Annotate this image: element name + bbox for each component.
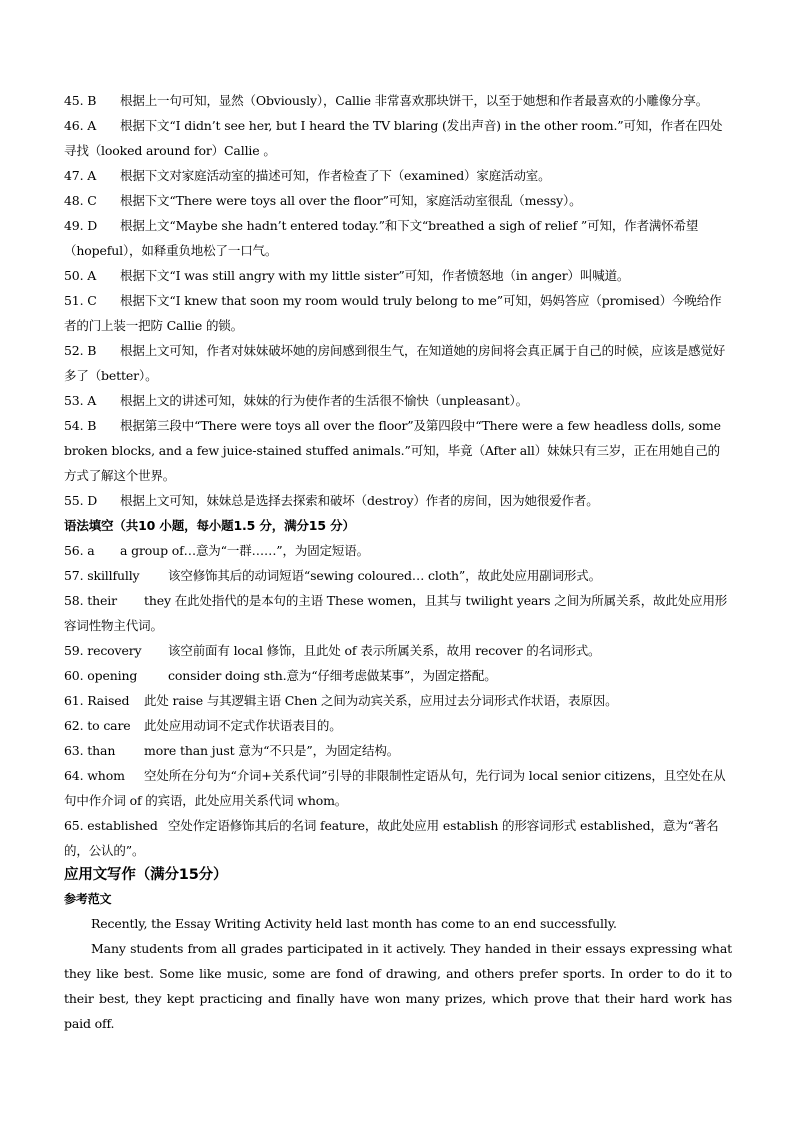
- answer-item: [64, 563, 732, 588]
- answer-item: [64, 688, 732, 713]
- answer-explanation: 根据上文的讲述可知，妹妹的行为使作者的生活很不愉快（unpleasant）。: [120, 393, 528, 408]
- answer-item: [64, 638, 732, 663]
- answer-number: 49. D: [64, 218, 98, 233]
- answer-number: 45. B: [64, 93, 97, 108]
- answer-number: 48. C: [64, 193, 97, 208]
- answer-explanation: 根据下文对家庭活动室的描述可知，作者检查了下（examined）家庭活动室。: [120, 168, 551, 183]
- cloze-answers-list: [64, 88, 732, 513]
- answer-item: [64, 538, 732, 563]
- answer-number: 46. A: [64, 118, 97, 133]
- answer-explanation: 根据上文“Maybe she hadn’t entered today.”和下文“breathed a sigh of relief ”可知，作者满怀希望（hopeful），如释重负地松了一口气。: [64, 218, 699, 258]
- answer-item: [64, 188, 732, 213]
- answer-number: 57. skillfully: [64, 568, 140, 583]
- answer-key-content: [64, 88, 732, 1036]
- grammar-section-title: 语法填空（共10 小题，每小题1.5 分，满分15 分）: [64, 518, 355, 533]
- answer-number: 50. A: [64, 268, 97, 283]
- answer-number: 56. a: [64, 543, 95, 558]
- answer-explanation: 根据下文“I didn’t see her, but I heard the TV blaring (发出声音) in the other room.”可知，作者在四处寻找（looked around for）Callie 。: [64, 118, 723, 158]
- answer-explanation: 根据上文可知，妹妹总是选择去探索和破坏（destroy）作者的房间，因为她很爱作者。: [120, 493, 599, 508]
- answer-explanation: 根据下文“I knew that soon my room would truly belong to me”可知，妈妈答应（promised）今晚给作者的门上装一把防 Callie 的锁。: [64, 293, 722, 333]
- answer-item: [64, 213, 732, 263]
- answer-explanation: 根据下文“There were toys all over the floor”可知，家庭活动室很乱（messy）。: [120, 193, 582, 208]
- answer-item: [64, 288, 732, 338]
- answer-item: [64, 113, 732, 163]
- answer-item: [64, 738, 732, 763]
- answer-item: [64, 388, 732, 413]
- answer-item: [64, 338, 732, 388]
- answer-item: [64, 163, 732, 188]
- answer-number: 55. D: [64, 493, 98, 508]
- answer-number: 65. established: [64, 818, 158, 833]
- answer-item: [64, 88, 732, 113]
- grammar-answers-list: [64, 538, 732, 863]
- answer-explanation: 该空前面有 local 修饰，且此处 of 表示所属关系，故用 recover 的名词形式。: [168, 643, 601, 658]
- answer-item: [64, 713, 732, 738]
- answer-explanation: they 在此处指代的是本句的主语 These women，且其与 twilight years 之间为所属关系，故此处应用形容词性物主代词。: [64, 593, 728, 633]
- answer-explanation: 此处应用动词不定式作状语表目的。: [144, 718, 342, 733]
- answer-number: 63. than: [64, 743, 116, 758]
- answer-number: 64. whom: [64, 768, 125, 783]
- answer-explanation: 该空修饰其后的动词短语“sewing coloured… cloth”，故此处应用副词形式。: [168, 568, 601, 583]
- answer-item: [64, 263, 732, 288]
- answer-explanation: 根据下文“I was still angry with my little sister”可知，作者愤怒地（in anger）叫喊道。: [120, 268, 630, 283]
- answer-explanation: more than just 意为“不只是”，为固定结构。: [144, 743, 400, 758]
- answer-item: [64, 763, 732, 813]
- answer-item: [64, 663, 732, 688]
- answer-item: [64, 813, 732, 863]
- writing-section-title: 应用文写作（满分15分）: [64, 867, 228, 883]
- answer-number: 61. Raised: [64, 693, 130, 708]
- essay-paragraph: Many students from all grades participated in it actively. They handed in their essays expressing what they like best. Some like music, some are fond of drawing, and others prefer sports. In order to do it to their best, they kept practicing and finally have won many prizes, which prove that their hard work has paid off.: [64, 941, 732, 1031]
- essay-label: 参考范文: [64, 892, 112, 906]
- answer-explanation: consider doing sth.意为“仔细考虑做某事”，为固定搭配。: [168, 668, 497, 683]
- answer-explanation: a group of…意为“一群……”，为固定短语。: [120, 543, 369, 558]
- answer-explanation: 根据上文可知，作者对妹妹破坏她的房间感到很生气，在知道她的房间将会真正属于自己的时候，应该是感觉好多了（better）。: [64, 343, 726, 383]
- answer-number: 53. A: [64, 393, 97, 408]
- answer-explanation: 根据上一句可知，显然（Obviously），Callie 非常喜欢那块饼干，以至于她想和作者最喜欢的小雕像分享。: [120, 93, 709, 108]
- answer-number: 54. B: [64, 418, 97, 433]
- essay-paragraph: Recently, the Essay Writing Activity held last month has come to an end successfully.: [91, 916, 617, 931]
- model-essay: [64, 911, 732, 1036]
- answer-number: 47. A: [64, 168, 97, 183]
- answer-number: 59. recovery: [64, 643, 142, 658]
- answer-number: 51. C: [64, 293, 97, 308]
- answer-explanation: 此处 raise 与其逻辑主语 Chen 之间为动宾关系，应用过去分词形式作状语，表原因。: [144, 693, 618, 708]
- answer-number: 52. B: [64, 343, 97, 358]
- answer-number: 62. to care: [64, 718, 131, 733]
- answer-item: [64, 488, 732, 513]
- answer-item: [64, 413, 732, 488]
- answer-number: 60. opening: [64, 668, 138, 683]
- answer-explanation: 空处所在分句为“介词+关系代词”引导的非限制性定语从句，先行词为 local senior citizens，且空处在从句中作介词 of 的宾语，此处应用关系代词 whom。: [64, 768, 726, 808]
- answer-explanation: 根据第三段中“There were toys all over the floor”及第四段中“There were a few headless dolls, some broken blocks, and a few juice-stained stuffed animals.”可知，毕竟（After all）妹妹只有三岁，正在用她自己的方式了解这个世界。: [64, 418, 721, 483]
- answer-item: [64, 588, 732, 638]
- answer-explanation: 空处作定语修饰其后的名词 feature，故此处应用 establish 的形容词形式 established，意为“著名的，公认的”。: [64, 818, 719, 858]
- answer-number: 58. their: [64, 593, 117, 608]
